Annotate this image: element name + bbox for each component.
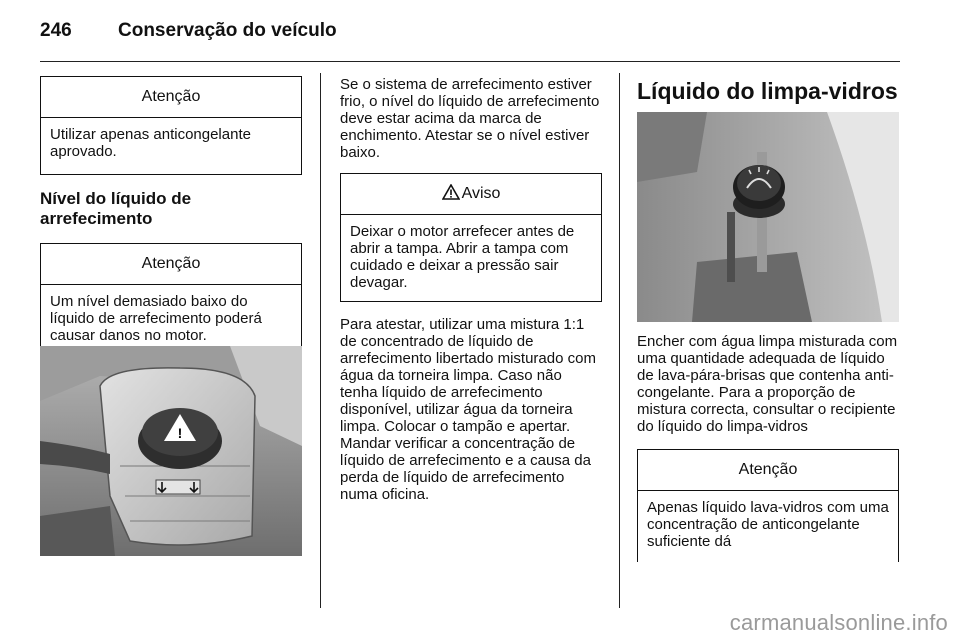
coolant-reservoir-illustration: [40, 346, 302, 556]
coolant-intro-paragraph: Se o sistema de arrefecimento estiver frio, o nível do líquido de arrefecimento deve estar acima da marca de enchimento. Atestar se o nível estiver baixo.: [340, 76, 600, 161]
column-2: [340, 76, 602, 503]
section-heading-line-1: Nível do líquido de: [40, 189, 192, 208]
caution-title: Atenção: [638, 450, 898, 491]
caution-title: Atenção: [41, 244, 301, 285]
page-header: [40, 12, 920, 48]
page-title: Conservação do veículo: [118, 20, 337, 41]
washer-fluid-photo: [637, 112, 899, 322]
washer-fluid-paragraph: Encher com água limpa misturada com uma quantidade adequada de líquido de lava-pára-brisas que contenha anti-congelante. Para a proporção de mistura correcta, consultar o recipiente do líquido do limpa-vidros: [637, 333, 898, 435]
column-3: [637, 76, 899, 104]
column-3-body: [637, 333, 899, 562]
column-1: [40, 76, 302, 354]
page-number: 246: [40, 20, 72, 41]
warning-text: Deixar o motor arrefecer antes de abrir a tampa. Abrir a tampa com cuidado e deixar a pressão sair devagar.: [350, 223, 575, 291]
svg-text:!: !: [177, 425, 183, 441]
section-heading: [40, 189, 302, 229]
caution-box-1: [40, 76, 302, 175]
header-rule: [40, 61, 900, 62]
coolant-body-paragraph: Para atestar, utilizar uma mistura 1:1 de concentrado de líquido de arrefecimento libertado misturado com água da torneira limpa. Caso não tenha líquido de arrefecimento disponível, utilizar água da torneira limpa. Colocar o tampão e apertar. Mandar verificar a concentração de líquido de arrefecimento e a causa da perda de líquido de arrefecimento numa oficina.: [340, 316, 596, 503]
caution-box-3: [637, 449, 899, 562]
caution-title: Atenção: [41, 77, 301, 118]
warning-title-text: Aviso: [461, 185, 501, 202]
caution-text: Um nível demasiado baixo do líquido de arrefecimento poderá causar danos no motor.: [50, 293, 262, 344]
column-separator-1: [320, 73, 321, 608]
watermark-text: carmanualsonline.info: [729, 610, 948, 635]
caution-text: Utilizar apenas anticongelante aprovado.: [50, 126, 251, 160]
caution-box-2: [40, 243, 302, 354]
column-separator-2: [619, 73, 620, 608]
caution-text: Apenas líquido lava-vidros com uma concentração de anticongelante suficiente dá: [647, 499, 889, 550]
coolant-reservoir-photo: [40, 346, 302, 556]
warning-box: [340, 173, 602, 302]
washer-fluid-heading: Líquido do limpa-vidros: [637, 78, 898, 104]
washer-fluid-illustration: [637, 112, 899, 322]
warning-triangle-icon: [442, 184, 460, 200]
section-heading-line-2: arrefecimento: [40, 209, 153, 228]
warning-title: [341, 174, 601, 215]
